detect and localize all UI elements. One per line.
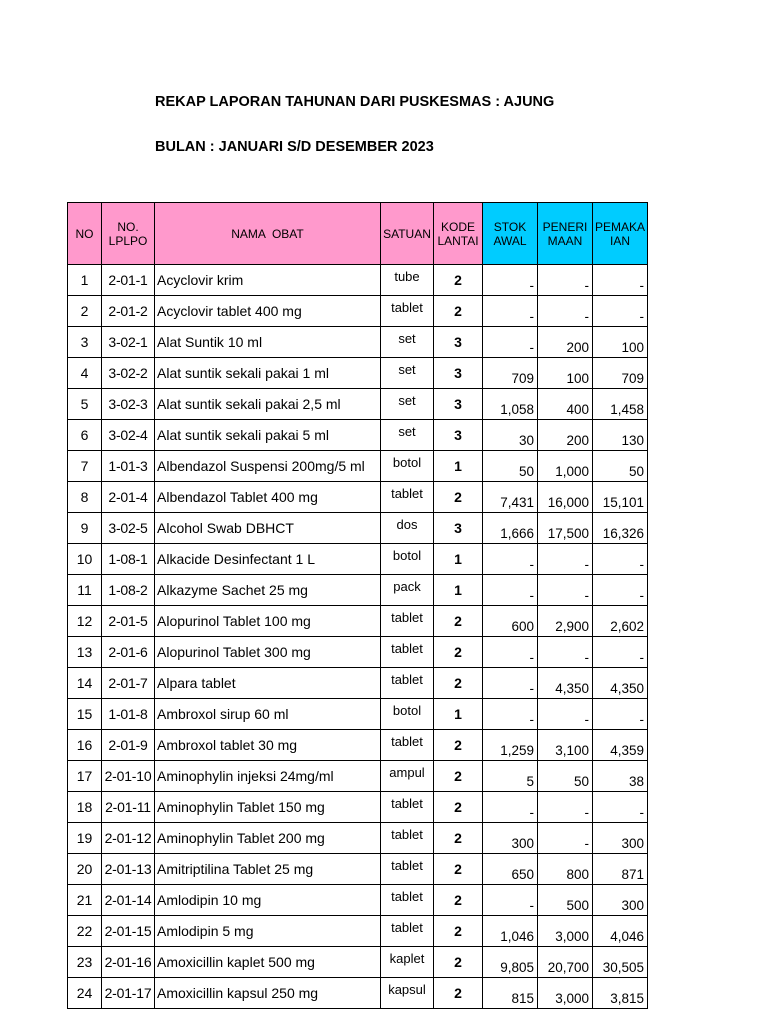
- cell-satuan: tablet: [381, 854, 434, 885]
- cell-stok-awal: 709: [483, 358, 538, 389]
- table-row: [68, 296, 648, 327]
- drug-report-table: [67, 202, 648, 1009]
- cell-lplpo: 2-01-15: [102, 916, 155, 947]
- cell-kode-lantai: 2: [434, 823, 483, 854]
- cell-lplpo: 2-01-13: [102, 854, 155, 885]
- cell-satuan: botol: [381, 544, 434, 575]
- cell-no: 17: [68, 761, 102, 792]
- table-row: [68, 265, 648, 296]
- cell-kode-lantai: 2: [434, 885, 483, 916]
- cell-stok-awal: 50: [483, 451, 538, 482]
- cell-kode-lantai: 3: [434, 358, 483, 389]
- cell-satuan: tablet: [381, 885, 434, 916]
- cell-penerimaan: -: [538, 699, 593, 730]
- cell-penerimaan: 50: [538, 761, 593, 792]
- cell-pemakaian: 4,350: [593, 668, 648, 699]
- cell-satuan: tablet: [381, 730, 434, 761]
- cell-lplpo: 2-01-4: [102, 482, 155, 513]
- cell-lplpo: 1-08-2: [102, 575, 155, 606]
- cell-pemakaian: -: [593, 575, 648, 606]
- cell-nama-obat: Aminophylin injeksi 24mg/ml: [155, 761, 381, 792]
- cell-pemakaian: -: [593, 699, 648, 730]
- cell-no: 10: [68, 544, 102, 575]
- header-satuan: SATUAN: [381, 203, 434, 265]
- table-row: [68, 885, 648, 916]
- cell-lplpo: 2-01-17: [102, 978, 155, 1009]
- cell-penerimaan: 400: [538, 389, 593, 420]
- cell-satuan: tablet: [381, 916, 434, 947]
- cell-penerimaan: 17,500: [538, 513, 593, 544]
- cell-kode-lantai: 1: [434, 544, 483, 575]
- cell-no: 9: [68, 513, 102, 544]
- cell-stok-awal: 1,259: [483, 730, 538, 761]
- table-row: [68, 854, 648, 885]
- cell-kode-lantai: 3: [434, 389, 483, 420]
- cell-satuan: set: [381, 420, 434, 451]
- cell-pemakaian: -: [593, 265, 648, 296]
- cell-nama-obat: Amoxicillin kaplet 500 mg: [155, 947, 381, 978]
- cell-satuan: ampul: [381, 761, 434, 792]
- cell-kode-lantai: 2: [434, 792, 483, 823]
- cell-no: 19: [68, 823, 102, 854]
- cell-kode-lantai: 2: [434, 916, 483, 947]
- cell-penerimaan: 200: [538, 327, 593, 358]
- cell-nama-obat: Ambroxol tablet 30 mg: [155, 730, 381, 761]
- cell-no: 20: [68, 854, 102, 885]
- cell-pemakaian: 4,046: [593, 916, 648, 947]
- cell-nama-obat: Acyclovir krim: [155, 265, 381, 296]
- cell-pemakaian: 871: [593, 854, 648, 885]
- cell-no: 11: [68, 575, 102, 606]
- table-row: [68, 358, 648, 389]
- header-kode-lantai: KODE LANTAI: [434, 203, 483, 265]
- cell-stok-awal: -: [483, 265, 538, 296]
- cell-nama-obat: Amlodipin 5 mg: [155, 916, 381, 947]
- table-row: [68, 513, 648, 544]
- cell-satuan: kaplet: [381, 947, 434, 978]
- cell-stok-awal: -: [483, 327, 538, 358]
- cell-nama-obat: Aminophylin Tablet 150 mg: [155, 792, 381, 823]
- cell-no: 23: [68, 947, 102, 978]
- cell-lplpo: 2-01-2: [102, 296, 155, 327]
- cell-no: 6: [68, 420, 102, 451]
- report-period: BULAN : JANUARI S/D DESEMBER 2023: [155, 139, 434, 155]
- cell-stok-awal: 1,666: [483, 513, 538, 544]
- cell-stok-awal: -: [483, 544, 538, 575]
- cell-stok-awal: 815: [483, 978, 538, 1009]
- cell-nama-obat: Amlodipin 10 mg: [155, 885, 381, 916]
- cell-nama-obat: Alat suntik sekali pakai 1 ml: [155, 358, 381, 389]
- cell-stok-awal: -: [483, 792, 538, 823]
- cell-satuan: set: [381, 389, 434, 420]
- cell-lplpo: 2-01-12: [102, 823, 155, 854]
- cell-lplpo: 3-02-4: [102, 420, 155, 451]
- table-row: [68, 637, 648, 668]
- cell-kode-lantai: 2: [434, 761, 483, 792]
- cell-satuan: botol: [381, 451, 434, 482]
- cell-lplpo: 3-02-5: [102, 513, 155, 544]
- cell-nama-obat: Aminophylin Tablet 200 mg: [155, 823, 381, 854]
- cell-nama-obat: Albendazol Tablet 400 mg: [155, 482, 381, 513]
- cell-no: 24: [68, 978, 102, 1009]
- cell-pemakaian: -: [593, 637, 648, 668]
- cell-penerimaan: -: [538, 296, 593, 327]
- cell-stok-awal: 600: [483, 606, 538, 637]
- cell-nama-obat: Alkacide Desinfectant 1 L: [155, 544, 381, 575]
- cell-satuan: botol: [381, 699, 434, 730]
- cell-penerimaan: -: [538, 792, 593, 823]
- cell-satuan: tablet: [381, 823, 434, 854]
- cell-stok-awal: 30: [483, 420, 538, 451]
- cell-pemakaian: 2,602: [593, 606, 648, 637]
- cell-penerimaan: -: [538, 823, 593, 854]
- cell-penerimaan: 3,100: [538, 730, 593, 761]
- cell-pemakaian: 130: [593, 420, 648, 451]
- cell-stok-awal: 1,046: [483, 916, 538, 947]
- cell-no: 16: [68, 730, 102, 761]
- table-row: [68, 451, 648, 482]
- cell-lplpo: 2-01-5: [102, 606, 155, 637]
- cell-pemakaian: -: [593, 296, 648, 327]
- cell-kode-lantai: 2: [434, 482, 483, 513]
- cell-kode-lantai: 2: [434, 296, 483, 327]
- cell-kode-lantai: 3: [434, 513, 483, 544]
- cell-lplpo: 3-02-3: [102, 389, 155, 420]
- cell-satuan: tablet: [381, 792, 434, 823]
- table-row: [68, 947, 648, 978]
- cell-no: 8: [68, 482, 102, 513]
- cell-no: 2: [68, 296, 102, 327]
- cell-pemakaian: 16,326: [593, 513, 648, 544]
- cell-nama-obat: Acyclovir tablet 400 mg: [155, 296, 381, 327]
- table-row: [68, 327, 648, 358]
- cell-nama-obat: Alat Suntik 10 ml: [155, 327, 381, 358]
- header-lplpo: NO. LPLPO: [102, 203, 155, 265]
- cell-penerimaan: -: [538, 637, 593, 668]
- header-penerimaan: PENERI MAAN: [538, 203, 593, 265]
- cell-penerimaan: 1,000: [538, 451, 593, 482]
- cell-kode-lantai: 2: [434, 637, 483, 668]
- table-row: [68, 389, 648, 420]
- cell-kode-lantai: 2: [434, 730, 483, 761]
- table-row: [68, 978, 648, 1009]
- cell-kode-lantai: 2: [434, 854, 483, 885]
- cell-penerimaan: -: [538, 265, 593, 296]
- cell-stok-awal: -: [483, 885, 538, 916]
- cell-penerimaan: 3,000: [538, 978, 593, 1009]
- cell-no: 18: [68, 792, 102, 823]
- cell-stok-awal: 5: [483, 761, 538, 792]
- cell-satuan: tablet: [381, 668, 434, 699]
- cell-pemakaian: 300: [593, 885, 648, 916]
- cell-pemakaian: 4,359: [593, 730, 648, 761]
- cell-stok-awal: 300: [483, 823, 538, 854]
- table-row: [68, 575, 648, 606]
- table-row: [68, 668, 648, 699]
- table-row: [68, 792, 648, 823]
- table-row: [68, 482, 648, 513]
- cell-kode-lantai: 1: [434, 699, 483, 730]
- cell-satuan: tablet: [381, 296, 434, 327]
- cell-satuan: tablet: [381, 606, 434, 637]
- cell-nama-obat: Alpara tablet: [155, 668, 381, 699]
- cell-lplpo: 3-02-2: [102, 358, 155, 389]
- cell-penerimaan: 200: [538, 420, 593, 451]
- cell-kode-lantai: 2: [434, 978, 483, 1009]
- cell-penerimaan: 3,000: [538, 916, 593, 947]
- cell-stok-awal: 650: [483, 854, 538, 885]
- cell-penerimaan: -: [538, 575, 593, 606]
- cell-pemakaian: -: [593, 792, 648, 823]
- cell-lplpo: 2-01-1: [102, 265, 155, 296]
- cell-nama-obat: Alcohol Swab DBHCT: [155, 513, 381, 544]
- cell-no: 3: [68, 327, 102, 358]
- cell-stok-awal: -: [483, 575, 538, 606]
- cell-no: 15: [68, 699, 102, 730]
- cell-no: 5: [68, 389, 102, 420]
- cell-lplpo: 2-01-10: [102, 761, 155, 792]
- cell-no: 7: [68, 451, 102, 482]
- cell-satuan: dos: [381, 513, 434, 544]
- table-row: [68, 823, 648, 854]
- table-row: [68, 544, 648, 575]
- cell-lplpo: 1-08-1: [102, 544, 155, 575]
- table-row: [68, 699, 648, 730]
- table-row: [68, 761, 648, 792]
- table-header-row: [68, 203, 648, 265]
- cell-pemakaian: 30,505: [593, 947, 648, 978]
- cell-kode-lantai: 2: [434, 606, 483, 637]
- cell-stok-awal: -: [483, 699, 538, 730]
- cell-nama-obat: Albendazol Suspensi 200mg/5 ml: [155, 451, 381, 482]
- cell-nama-obat: Ambroxol sirup 60 ml: [155, 699, 381, 730]
- cell-satuan: tube: [381, 265, 434, 296]
- cell-lplpo: 2-01-11: [102, 792, 155, 823]
- cell-penerimaan: 800: [538, 854, 593, 885]
- cell-pemakaian: 1,458: [593, 389, 648, 420]
- cell-pemakaian: 38: [593, 761, 648, 792]
- cell-nama-obat: Alat suntik sekali pakai 2,5 ml: [155, 389, 381, 420]
- cell-satuan: set: [381, 358, 434, 389]
- cell-penerimaan: 16,000: [538, 482, 593, 513]
- cell-penerimaan: 100: [538, 358, 593, 389]
- cell-lplpo: 2-01-16: [102, 947, 155, 978]
- cell-stok-awal: 9,805: [483, 947, 538, 978]
- cell-no: 22: [68, 916, 102, 947]
- cell-kode-lantai: 3: [434, 420, 483, 451]
- cell-kode-lantai: 2: [434, 265, 483, 296]
- cell-pemakaian: 3,815: [593, 978, 648, 1009]
- cell-kode-lantai: 1: [434, 451, 483, 482]
- cell-kode-lantai: 2: [434, 947, 483, 978]
- cell-pemakaian: 300: [593, 823, 648, 854]
- cell-nama-obat: Alkazyme Sachet 25 mg: [155, 575, 381, 606]
- cell-stok-awal: 1,058: [483, 389, 538, 420]
- table-row: [68, 606, 648, 637]
- cell-pemakaian: 15,101: [593, 482, 648, 513]
- cell-stok-awal: -: [483, 668, 538, 699]
- cell-satuan: tablet: [381, 637, 434, 668]
- cell-no: 13: [68, 637, 102, 668]
- cell-lplpo: 1-01-3: [102, 451, 155, 482]
- cell-kode-lantai: 1: [434, 575, 483, 606]
- cell-lplpo: 2-01-6: [102, 637, 155, 668]
- cell-kode-lantai: 3: [434, 327, 483, 358]
- cell-pemakaian: 100: [593, 327, 648, 358]
- cell-no: 1: [68, 265, 102, 296]
- report-title: REKAP LAPORAN TAHUNAN DARI PUSKESMAS : AJUNG: [155, 94, 555, 110]
- cell-no: 12: [68, 606, 102, 637]
- cell-pemakaian: -: [593, 544, 648, 575]
- cell-nama-obat: Alat suntik sekali pakai 5 ml: [155, 420, 381, 451]
- cell-penerimaan: -: [538, 544, 593, 575]
- cell-penerimaan: 500: [538, 885, 593, 916]
- table-row: [68, 420, 648, 451]
- cell-lplpo: 2-01-7: [102, 668, 155, 699]
- cell-nama-obat: Alopurinol Tablet 300 mg: [155, 637, 381, 668]
- cell-no: 21: [68, 885, 102, 916]
- cell-nama-obat: Alopurinol Tablet 100 mg: [155, 606, 381, 637]
- cell-nama-obat: Amitriptilina Tablet 25 mg: [155, 854, 381, 885]
- cell-penerimaan: 4,350: [538, 668, 593, 699]
- cell-no: 14: [68, 668, 102, 699]
- cell-stok-awal: -: [483, 637, 538, 668]
- cell-nama-obat: Amoxicillin kapsul 250 mg: [155, 978, 381, 1009]
- table-row: [68, 916, 648, 947]
- cell-penerimaan: 2,900: [538, 606, 593, 637]
- cell-satuan: kapsul: [381, 978, 434, 1009]
- cell-lplpo: 2-01-14: [102, 885, 155, 916]
- table-row: [68, 730, 648, 761]
- header-no: NO: [68, 203, 102, 265]
- cell-satuan: pack: [381, 575, 434, 606]
- cell-lplpo: 1-01-8: [102, 699, 155, 730]
- header-stok-awal: STOK AWAL: [483, 203, 538, 265]
- cell-stok-awal: -: [483, 296, 538, 327]
- cell-lplpo: 3-02-1: [102, 327, 155, 358]
- cell-lplpo: 2-01-9: [102, 730, 155, 761]
- cell-kode-lantai: 2: [434, 668, 483, 699]
- header-nama-obat: NAMA OBAT: [155, 203, 381, 265]
- cell-penerimaan: 20,700: [538, 947, 593, 978]
- cell-no: 4: [68, 358, 102, 389]
- cell-satuan: set: [381, 327, 434, 358]
- cell-stok-awal: 7,431: [483, 482, 538, 513]
- header-pemakaian: PEMAKA IAN: [593, 203, 648, 265]
- cell-satuan: tablet: [381, 482, 434, 513]
- cell-pemakaian: 709: [593, 358, 648, 389]
- cell-pemakaian: 50: [593, 451, 648, 482]
